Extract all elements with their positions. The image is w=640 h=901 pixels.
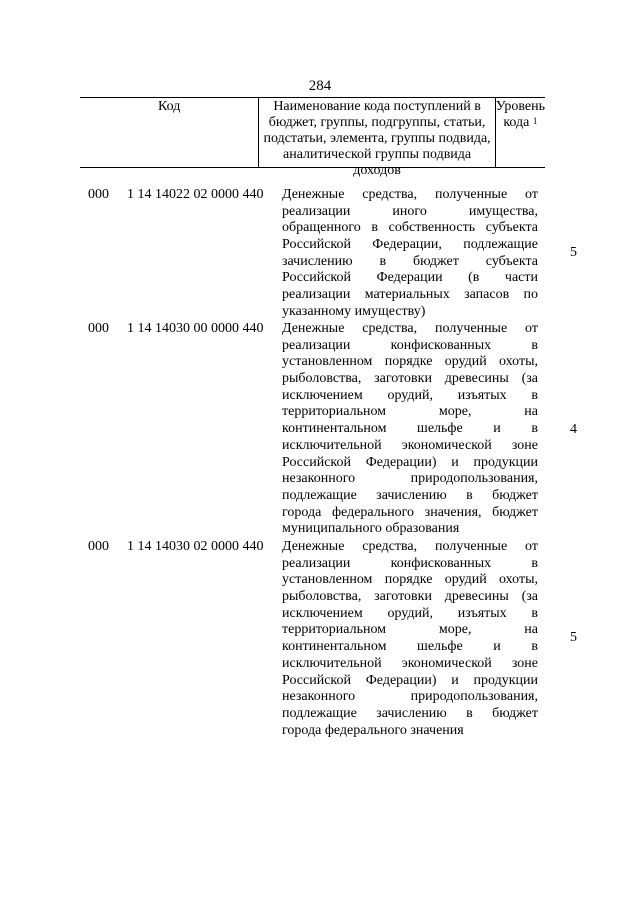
- row-name-line: исключением орудий, изъятых в: [282, 387, 538, 403]
- row-level: 4: [570, 422, 577, 437]
- row-name-line: территориальном море, на: [282, 622, 538, 638]
- row-name-line: Денежные средства, полученные от: [282, 187, 538, 202]
- row-name-line: установленном порядке орудий охоты,: [282, 354, 538, 370]
- row-name-line: рыболовства, заготовки древесины (за: [282, 589, 538, 605]
- header-name-line: подстатьи, элемента, группы подвида,: [263, 131, 491, 146]
- row-name-line: Денежные средства, полученные от: [282, 539, 538, 554]
- row-name-line: Российской Федерации) и продукции: [282, 672, 538, 688]
- row-admin-code: 000: [88, 187, 109, 202]
- row-name-line: Российской Федерации, подлежащие: [282, 237, 538, 253]
- row-name-line: территориальном море, на: [282, 404, 538, 420]
- row-name-line: континентальном шельфе и в: [282, 639, 538, 655]
- header-code: Код: [158, 99, 181, 114]
- row-name-line: реализации конфискованных в: [282, 555, 538, 571]
- row-name-line: подлежащие зачислению в бюджет: [282, 487, 538, 503]
- row-level: 5: [570, 630, 577, 645]
- header-name: [258, 98, 495, 178]
- row-name-line: реализации конфискованных в: [282, 337, 538, 353]
- row-name-line: исключением орудий, изъятых в: [282, 605, 538, 621]
- row-name: [282, 321, 538, 538]
- row-name: [282, 539, 538, 739]
- row-name-line: зачислению в бюджет субъекта: [282, 253, 538, 269]
- row-name-line: города федерального значения: [282, 722, 464, 738]
- row-name-line: муниципального образования: [282, 521, 460, 537]
- row-name-line: Денежные средства, полученные от: [282, 321, 538, 336]
- header-name-line: аналитической группы подвида доходов: [283, 147, 472, 178]
- header-level: [496, 98, 545, 167]
- row-name-line: рыболовства, заготовки древесины (за: [282, 371, 538, 387]
- row-name-line: Российской Федерации (в части: [282, 270, 538, 286]
- row-name-line: города федерального значения, бюджет: [282, 504, 538, 520]
- row-name-line: реализации материальных запасов по: [282, 287, 538, 303]
- row-admin-code: 000: [88, 321, 109, 336]
- row-name-line: исключительной экономической зоне: [282, 655, 538, 671]
- row-income-code: 1 14 14030 00 0000 440: [127, 321, 264, 336]
- row-name-line: исключительной экономической зоне: [282, 437, 538, 453]
- row-name-line: установленном порядке орудий охоты,: [282, 572, 538, 588]
- row-name-line: незаконного природопользования,: [282, 689, 538, 705]
- footnote-marker: 1: [532, 116, 538, 126]
- page-number: 284: [308, 78, 332, 94]
- row-name-line: реализации иного имущества,: [282, 203, 538, 219]
- header-level-text: кода: [503, 115, 530, 130]
- row-income-code: 1 14 14022 02 0000 440: [127, 187, 264, 202]
- row-level: 5: [570, 245, 577, 260]
- row-name-line: континентальном шельфе и в: [282, 421, 538, 437]
- row-name: [282, 187, 538, 321]
- header-level-line2: [496, 115, 545, 131]
- row-name-line: незаконного природопользования,: [282, 471, 538, 487]
- header-name-line: бюджет, группы, подгруппы, статьи,: [268, 115, 486, 130]
- header-level-line1: Уровень: [495, 99, 545, 114]
- header-name-line: Наименование кода поступлений в: [273, 99, 481, 114]
- row-name-line: Российской Федерации) и продукции: [282, 454, 538, 470]
- row-income-code: 1 14 14030 02 0000 440: [127, 539, 264, 554]
- row-admin-code: 000: [88, 539, 109, 554]
- row-name-line: обращенного в собственность субъекта: [282, 220, 538, 236]
- table-header: [80, 97, 545, 178]
- row-name-line: указанному имуществу): [282, 303, 426, 319]
- row-name-line: подлежащие зачислению в бюджет: [282, 705, 538, 721]
